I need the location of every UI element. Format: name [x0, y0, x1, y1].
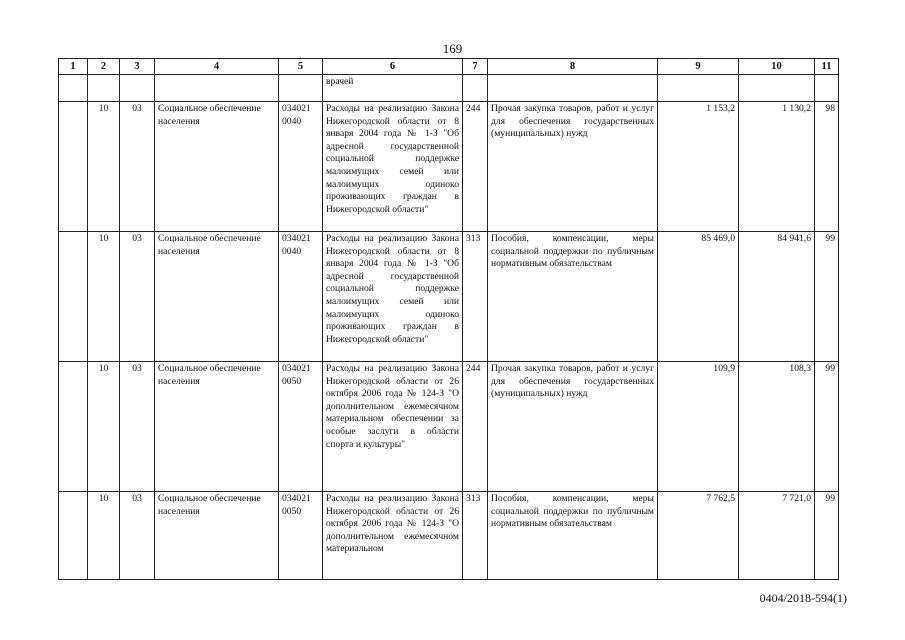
cell-description: Расходы на реализацию Закона Нижегородской области от 8 января 2004 года № 1-З "Об адресной государственной социальной поддержке малоимущих семей или малоимущих одиноко проживающих граждан в Нижегородской области" [323, 232, 463, 362]
column-header: 4 [155, 59, 279, 75]
cell-section: 10 [88, 102, 120, 232]
cell-section: 10 [88, 492, 120, 580]
cell-description: Расходы на реализацию Закона Нижегородской области от 26 октября 2006 года № 124-З "О дополнительном ежемесячном материальном обеспечении за особые заслуги в области спорта и культуры" [323, 362, 463, 492]
cell-expense-type: 244 [463, 102, 488, 232]
budget-table [58, 58, 839, 580]
cell-actual: 7 721,0 [739, 492, 815, 580]
column-header: 9 [658, 59, 739, 75]
cell-subsection: 03 [120, 362, 155, 492]
continuation-text: врачей [323, 75, 463, 102]
cell-target-code: 034021 0050 [279, 362, 323, 492]
cell-actual: 1 130,2 [739, 102, 815, 232]
cell-subsection: 03 [120, 492, 155, 580]
column-header: 5 [279, 59, 323, 75]
column-header: 7 [463, 59, 488, 75]
cell-subsection: 03 [120, 232, 155, 362]
cell-expense-type: 313 [463, 492, 488, 580]
cell-expense-type: 313 [463, 232, 488, 362]
page-number: 169 [442, 41, 463, 56]
cell-percent: 99 [815, 232, 839, 362]
cell-section-name: Социальное обеспечение населения [155, 362, 279, 492]
column-header: 8 [488, 59, 658, 75]
cell-percent: 98 [815, 102, 839, 232]
cell-section-name: Социальное обеспечение населения [155, 102, 279, 232]
cell-actual: 84 941,6 [739, 232, 815, 362]
cell-col1 [59, 102, 88, 232]
cell-planned: 109,9 [658, 362, 739, 492]
cell-target-code: 034021 0040 [279, 232, 323, 362]
column-header: 3 [120, 59, 155, 75]
column-header: 6 [323, 59, 463, 75]
cell-percent: 99 [815, 362, 839, 492]
table-row [59, 232, 839, 362]
table-row [59, 102, 839, 232]
table-row [59, 362, 839, 492]
cell-subsection: 03 [120, 102, 155, 232]
cell-section: 10 [88, 232, 120, 362]
cell-planned: 7 762,5 [658, 492, 739, 580]
cell-expense-type: 244 [463, 362, 488, 492]
column-number-row [59, 59, 839, 75]
column-header: 2 [88, 59, 120, 75]
cell-target-code: 034021 0040 [279, 102, 323, 232]
column-header: 11 [815, 59, 839, 75]
continuation-row [59, 75, 839, 102]
cell-col1 [59, 492, 88, 580]
cell-expense-name: Прочая закупка товаров, работ и услуг для обеспечения государственных (муниципальных) нужд [488, 102, 658, 232]
column-header: 10 [739, 59, 815, 75]
cell-col1 [59, 362, 88, 492]
cell-percent: 99 [815, 492, 839, 580]
cell-expense-name: Прочая закупка товаров, работ и услуг для обеспечения государственных (муниципальных) нужд [488, 362, 658, 492]
cell-target-code: 034021 0050 [279, 492, 323, 580]
cell-description: Расходы на реализацию Закона Нижегородской области от 8 января 2004 года № 1-З "Об адресной государственной социальной поддержке малоимущих семей или малоимущих одиноко проживающих граждан в Нижегородской области" [323, 102, 463, 232]
cell-section-name: Социальное обеспечение населения [155, 232, 279, 362]
cell-section-name: Социальное обеспечение населения [155, 492, 279, 580]
document-code: 0404/2018-594(1) [759, 591, 847, 605]
cell-col1 [59, 232, 88, 362]
table-row [59, 492, 839, 580]
cell-expense-name: Пособия, компенсации, меры социальной поддержки по публичным нормативным обязательствам [488, 232, 658, 362]
cell-section: 10 [88, 362, 120, 492]
column-header: 1 [59, 59, 88, 75]
cell-expense-name: Пособия, компенсации, меры социальной поддержки по публичным нормативным обязательствам [488, 492, 658, 580]
cell-actual: 108,3 [739, 362, 815, 492]
cell-planned: 1 153,2 [658, 102, 739, 232]
cell-planned: 85 469,0 [658, 232, 739, 362]
cell-description: Расходы на реализацию Закона Нижегородской области от 26 октября 2006 года № 124-З "О дополнительном ежемесячном материальном [323, 492, 463, 580]
